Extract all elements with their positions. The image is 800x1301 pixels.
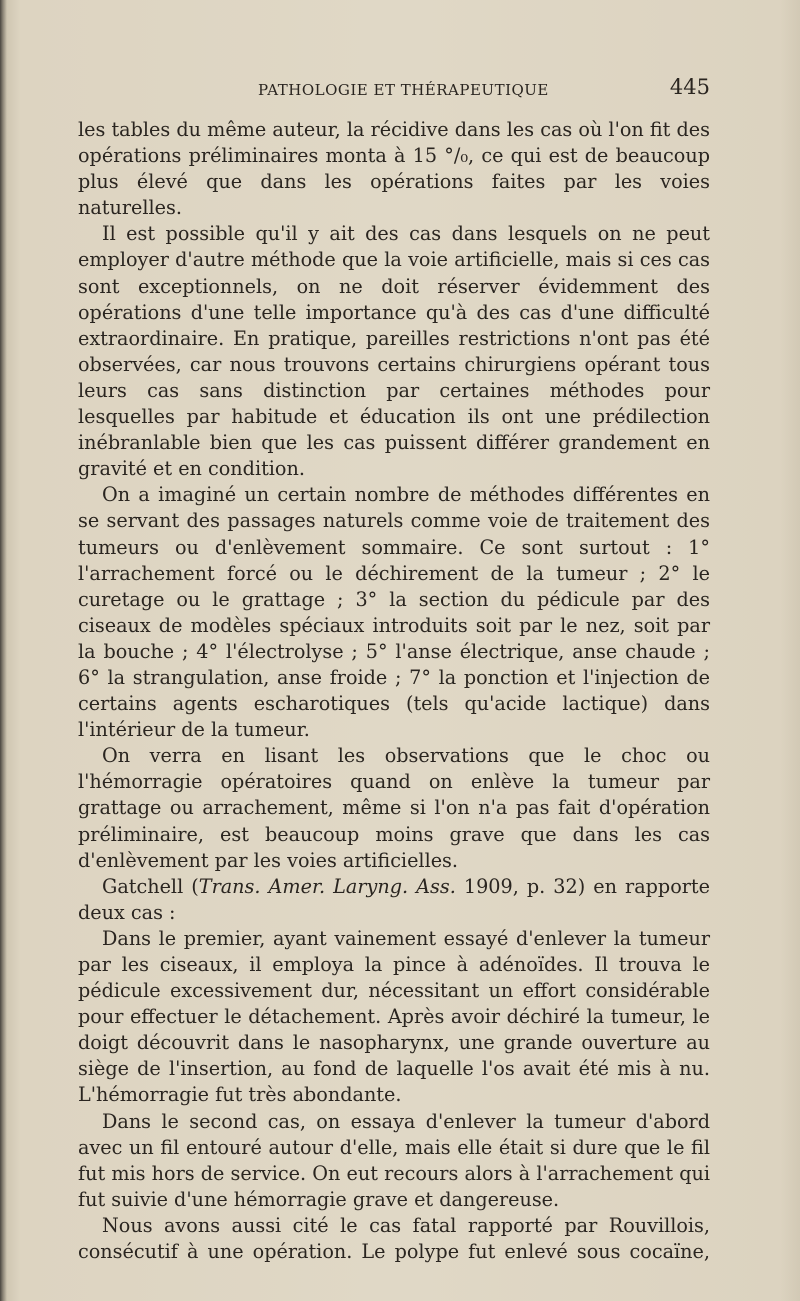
paragraph-1: les tables du même auteur, la récidive dans les cas où l'on fit des opérations préliminaires monta à 15 °/₀, ce qui est de beaucoup plus élevé que dans les opérations faites par les voies naturelles.: [78, 118, 710, 220]
paragraph-7: Dans le second cas, on essaya d'enlever la tumeur d'abord avec un fil entouré autour d'elle, mais elle était si dure que le fil fut mis hors de service. On eut recours alors à l'arrachement qui fut suivie d'une hémorragie grave et dangereuse.: [78, 1109, 710, 1211]
page-header: [78, 73, 710, 105]
running-head: PATHOLOGIE ET THÉRAPEUTIQUE: [258, 81, 549, 99]
paragraph-5-citation: [78, 874, 710, 926]
paragraph-4: On verra en lisant les observations que le choc ou l'hémorragie opératoires quand on enlève la tumeur par grattage ou arrachement, même si l'on n'a pas fait d'opération préliminaire, est beaucoup moins grave que dans les cas d'enlèvement par les voies artificielles.: [78, 744, 710, 872]
body-text: [78, 117, 710, 1265]
paragraph-2: Il est possible qu'il y ait des cas dans lesquels on ne peut employer d'autre méthode que la voie artificielle, mais si ces cas sont exceptionnels, on ne doit réserver évidemment des opérations d'une telle importance qu'à des cas d'une difficulté extraordinaire. En pratique, pareilles restrictions n'ont pas été observées, car nous trouvons certains chirurgiens opérant tous leurs cas sans distinction par certaines méthodes pour lesquelles par habitude et éducation ils ont une prédilection inébranlable bien que les cas puissent différer grandement en gravité et en condition.: [78, 222, 710, 481]
paragraph-3: On a imaginé un certain nombre de méthodes différentes en se servant des passages naturels comme voie de traitement des tumeurs ou d'enlèvement sommaire. Ce sont surtout : 1° l'arrachement forcé ou le déchirement de la tumeur ; 2° le curetage ou le grattage ; 3° la section du pédicule par des ciseaux de modèles spéciaux introduits soit par le nez, soit par la bouche ; 4° l'électrolyse ; 5° l'anse électrique, anse chaude ; 6° la strangulation, anse froide ; 7° la ponction et l'injection de certains agents escharotiques (tels qu'acide lactique) dans l'intérieur de la tumeur.: [78, 483, 710, 742]
citation-suffix: 1909, p. 32) en rapporte deux cas :: [78, 874, 711, 924]
citation-journal: Trans. Amer. Laryng. Ass.: [198, 874, 456, 898]
paragraph-6: Dans le premier, ayant vainement essayé d'enlever la tumeur par les ciseaux, il employa la pince à adénoïdes. Il trouva le pédicule excessivement dur, nécessitant un effort considérable pour effectuer le détachement. Après avoir déchiré la tumeur, le doigt découvrit dans le nasopharynx, une grande ouverture au siège de l'insertion, au fond de laquelle l'os avait été mis à nu. L'hémorragie fut très abondante.: [78, 926, 710, 1107]
paragraph-8: Nous avons aussi cité le cas fatal rapporté par Rouvillois, consécutif à une opération. Le polype fut enlevé sous cocaïne,: [78, 1213, 710, 1264]
citation-prefix: Gatchell (: [102, 874, 199, 898]
page-number: 445: [669, 75, 710, 99]
